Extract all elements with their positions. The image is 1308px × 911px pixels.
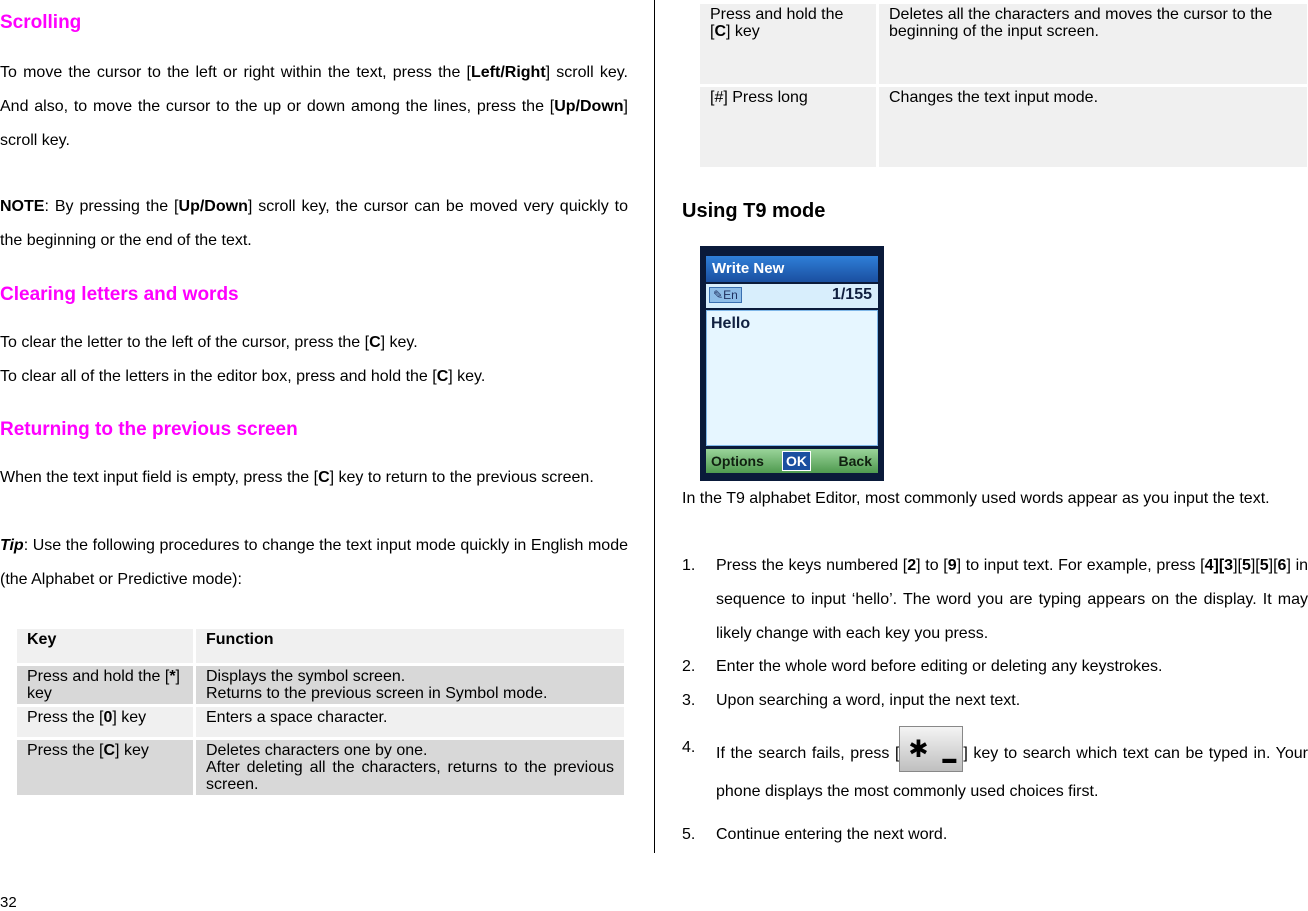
table-header-key: Key bbox=[17, 629, 193, 663]
table-row bbox=[17, 666, 624, 704]
t9-heading: Using T9 mode bbox=[682, 200, 826, 222]
scrolling-paragraph: To move the cursor to the left or right within the text, press the [Left/Right] scroll key. And also, to move the cursor to the up or down among the lines, press the [Up/Down] scroll key. bbox=[0, 64, 628, 149]
table-cell-key: Press the [C] key bbox=[17, 740, 193, 795]
column-divider bbox=[654, 0, 655, 853]
table-cell-key: Press and hold the [C] key bbox=[700, 4, 876, 84]
table-header-function: Function bbox=[196, 629, 624, 663]
clearing-heading: Clearing letters and words bbox=[0, 284, 239, 305]
pen-icon: ✎ bbox=[713, 288, 724, 302]
phone-screen-image bbox=[700, 246, 884, 481]
table-cell-function: Displays the symbol screen. Returns to the previous screen in Symbol mode. bbox=[196, 666, 624, 704]
table-cell-function: Deletes characters one by one. After deleting all the characters, returns to the previous screen. bbox=[196, 740, 624, 795]
clear-line-1: To clear the letter to the left of the cursor, press the [C] key. bbox=[0, 334, 418, 351]
table-row bbox=[17, 707, 624, 737]
page-number: 32 bbox=[0, 894, 17, 911]
softkey-back: Back bbox=[838, 453, 872, 469]
table-header-row bbox=[17, 629, 624, 663]
phone-text: Hello bbox=[711, 315, 751, 332]
scrolling-heading: Scrolling bbox=[0, 12, 82, 33]
softkey-ok: OK bbox=[782, 451, 811, 471]
key-function-table-continued bbox=[697, 1, 1308, 170]
table-cell-key: Press the [0] key bbox=[17, 707, 193, 737]
tip-paragraph: Tip: Use the following procedures to change the text input mode quickly in English mode (the Alphabet or Predictive mode): bbox=[0, 537, 628, 588]
note-paragraph: NOTE: By pressing the [Up/Down] scroll key, the cursor can be moved very quickly to the beginning or the end of the text. bbox=[0, 198, 629, 249]
phone-title: Write New bbox=[712, 260, 785, 277]
list-item: 1. Press the keys numbered [2] to [9] to input text. For example, press [4][3][5][5][6] in sequence to input ‘hello’. The word you are typing appears on the display. It may likely change with each key you press. bbox=[682, 557, 1308, 642]
table-cell-key: Press and hold the [*] key bbox=[17, 666, 193, 704]
phone-text-area bbox=[706, 310, 878, 446]
table-row bbox=[700, 4, 1307, 84]
star-shift-key-icon: ✱ ▬ bbox=[899, 726, 963, 772]
table-cell-function: Deletes all the characters and moves the cursor to the beginning of the input screen. bbox=[879, 4, 1307, 84]
return-paragraph: When the text input field is empty, press the [C] key to return to the previous screen. bbox=[0, 469, 594, 486]
table-cell-function: Enters a space character. bbox=[196, 707, 624, 737]
returning-heading: Returning to the previous screen bbox=[0, 419, 298, 440]
softkey-options: Options bbox=[711, 453, 764, 469]
table-cell-key: [#] Press long bbox=[700, 87, 876, 167]
phone-softkey-bar bbox=[706, 449, 878, 473]
phone-mode-indicator: ✎En bbox=[709, 287, 742, 303]
phone-char-counter: 1/155 bbox=[831, 286, 872, 303]
clear-line-2: To clear all of the letters in the editor box, press and hold the [C] key. bbox=[0, 368, 486, 385]
key-function-table bbox=[14, 626, 627, 798]
table-row bbox=[17, 740, 624, 795]
table-row bbox=[700, 87, 1307, 167]
phone-title-bar bbox=[706, 256, 878, 282]
table-cell-function: Changes the text input mode. bbox=[879, 87, 1307, 167]
phone-status-row bbox=[706, 284, 878, 308]
t9-intro: In the T9 alphabet Editor, most commonly used words appear as you input the text. bbox=[682, 490, 1270, 507]
